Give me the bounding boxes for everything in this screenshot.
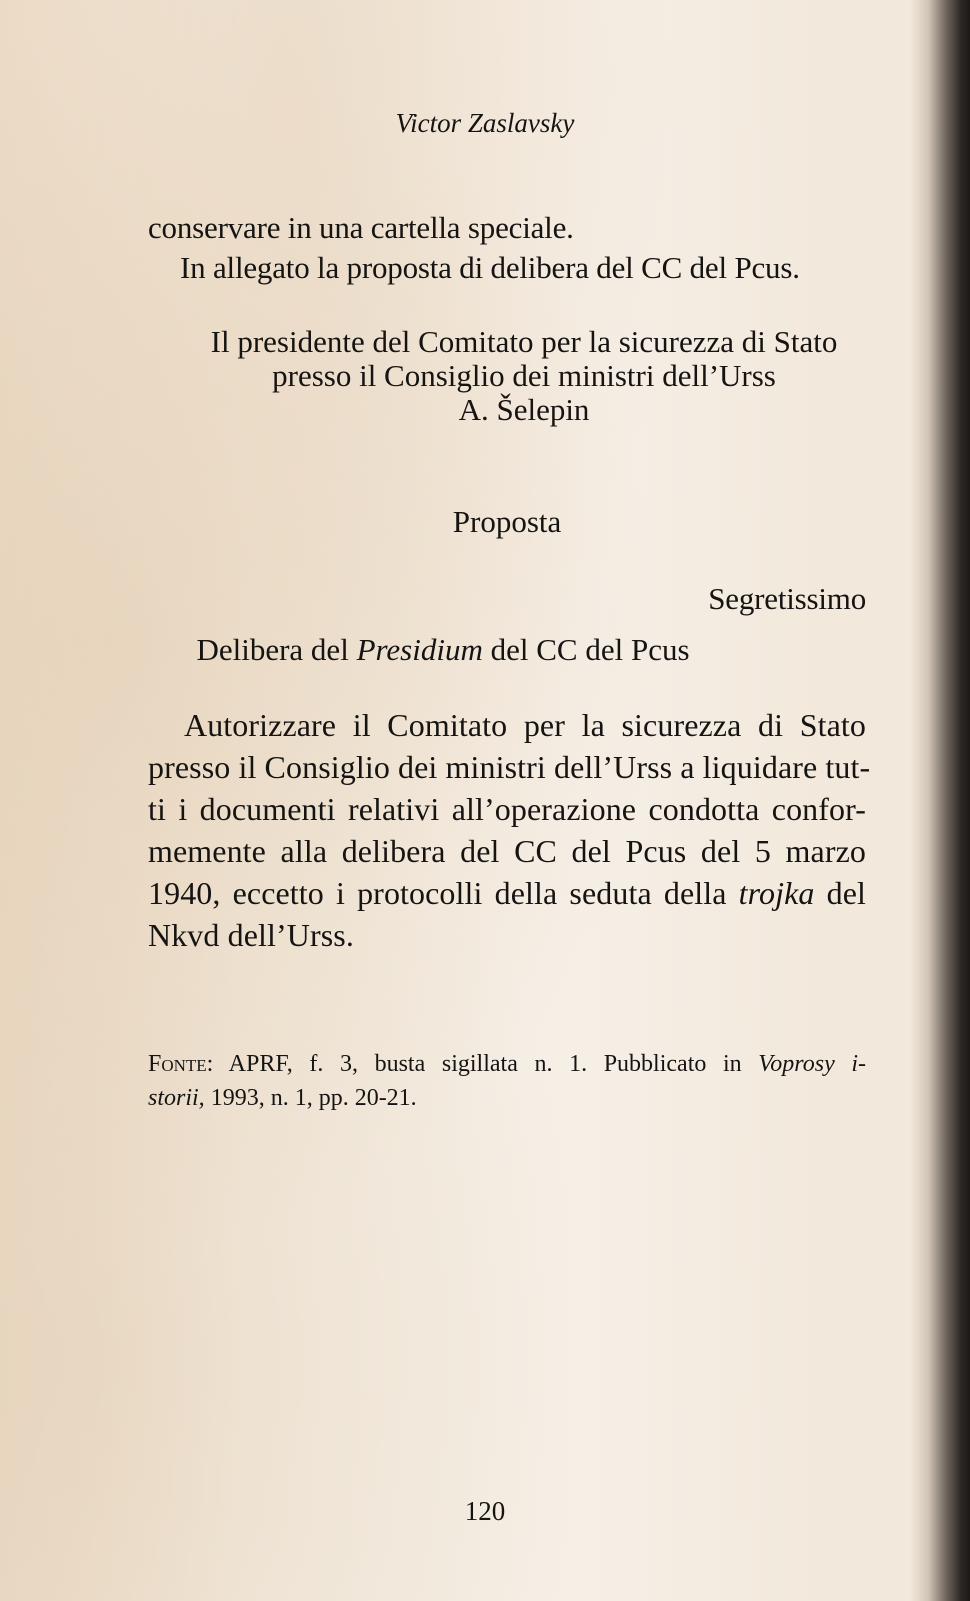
signature-line-1: Il presidente del Comitato per la sicurezza di Stato [210, 324, 838, 359]
page-number: 120 [464, 1496, 506, 1526]
source-note-text-1: APRF, f. 3, busta sigillata n. 1. Pubblicato in [213, 1051, 759, 1077]
opening-line-1: conservare in una cartella speciale. [148, 210, 574, 245]
resolution-title-prefix: Delibera del [196, 632, 357, 667]
resolution-title-italic: Presidium [356, 632, 483, 667]
resolution-line-4: memente alla delibera del CC del Pcus del 5 marzo [148, 833, 866, 869]
resolution-line-5-suffix: del [814, 875, 866, 911]
classification-label: Segretissimo [708, 581, 866, 616]
signature-line-2: presso il Consiglio dei ministri dell’Urss [272, 358, 776, 393]
resolution-title-suffix: del CC del Pcus [482, 632, 690, 667]
source-note-line-2 [148, 1081, 866, 1115]
running-head: Victor Zaslavsky [395, 108, 575, 138]
resolution-line-2: presso il Consiglio dei ministri dell’Urss a liquidare tut- [148, 749, 871, 785]
resolution-line-5-italic: trojka [738, 875, 815, 911]
source-note-italic-2: storii, [148, 1085, 205, 1111]
source-note [148, 1047, 866, 1115]
proposal-heading: Proposta [452, 504, 562, 539]
resolution-line-5-prefix: 1940, eccetto i protocolli della seduta della [148, 875, 739, 911]
resolution-line-3: ti i documenti relativi all’operazione condotta confor- [148, 791, 866, 827]
signature-name: A. Šelepin [458, 392, 590, 427]
resolution-title [148, 634, 738, 665]
source-note-text-2: 1993, n. 1, pp. 20-21. [204, 1085, 417, 1111]
page-gutter-shadow [910, 0, 970, 1601]
resolution-line-5 [148, 872, 866, 914]
resolution-line-1: Autorizzare il Comitato per la sicurezza di Stato [184, 707, 866, 743]
source-note-italic-1: Voprosy i- [758, 1051, 867, 1077]
source-note-line-1 [148, 1047, 866, 1081]
source-note-label: Fonte: [148, 1051, 214, 1077]
opening-line-2: In allegato la proposta di delibera del CC del Pcus. [180, 250, 800, 285]
resolution-line-6: Nkvd dell’Urss. [148, 917, 354, 953]
resolution-body [148, 704, 871, 956]
